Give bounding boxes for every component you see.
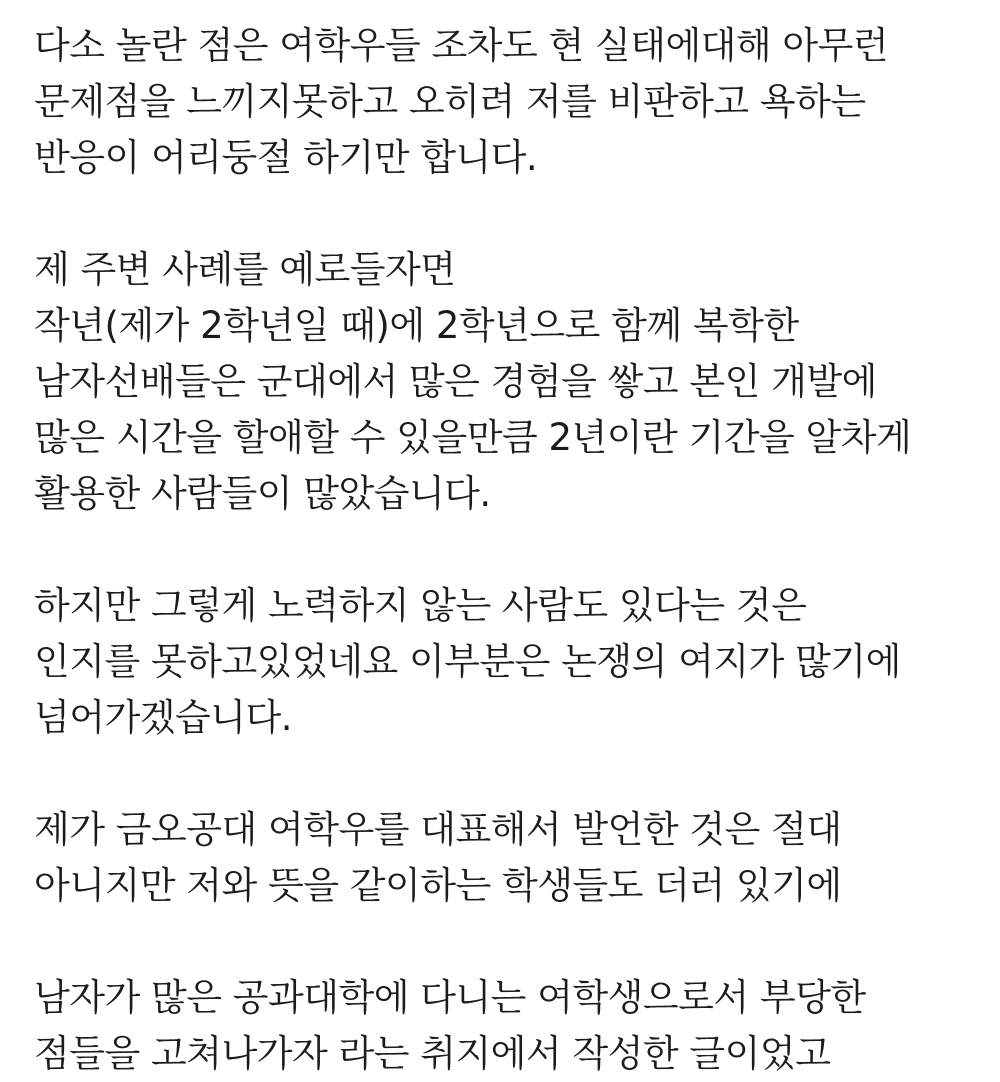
text-line: 점들을 고쳐나가자 라는 취지에서 작성한 글이었고 <box>34 1032 831 1075</box>
text-line: 남자가 많은 공과대학에 다니는 여학생으로서 부당한 <box>34 976 866 1019</box>
text-line: 문제점을 느끼지못하고 오히려 저를 비판하고 욕하는 <box>34 80 866 123</box>
paragraph <box>34 970 980 1082</box>
post-body-text <box>34 18 980 1082</box>
text-line: 인지를 못하고있었네요 이부분은 논쟁의 여지가 많기에 <box>34 640 901 683</box>
text-line: 제 주변 사례를 예로들자면 <box>34 248 456 291</box>
text-line: 다소 놀란 점은 여학우들 조차도 현 실태에대해 아무런 <box>34 24 889 67</box>
text-line: 제가 금오공대 여학우를 대표해서 발언한 것은 절대 <box>34 808 842 851</box>
paragraph <box>34 18 980 186</box>
text-line: 많은 시간을 할애할 수 있을만큼 2년이란 기간을 알차게 <box>34 416 912 459</box>
text-line: 남자선배들은 군대에서 많은 경험을 쌓고 본인 개발에 <box>34 360 877 403</box>
text-line: 활용한 사람들이 많았습니다. <box>34 472 491 515</box>
text-line: 하지만 그렇게 노력하지 않는 사람도 있다는 것은 <box>34 584 807 627</box>
text-line: 넘어가겠습니다. <box>34 696 292 739</box>
text-line: 반응이 어리둥절 하기만 합니다. <box>34 136 538 179</box>
paragraph <box>34 578 980 746</box>
paragraph <box>34 802 980 914</box>
text-line: 아니지만 저와 뜻을 같이하는 학생들도 더러 있기에 <box>34 864 842 907</box>
paragraph <box>34 242 980 522</box>
text-line: 작년(제가 2학년일 때)에 2학년으로 함께 복학한 <box>34 304 799 347</box>
